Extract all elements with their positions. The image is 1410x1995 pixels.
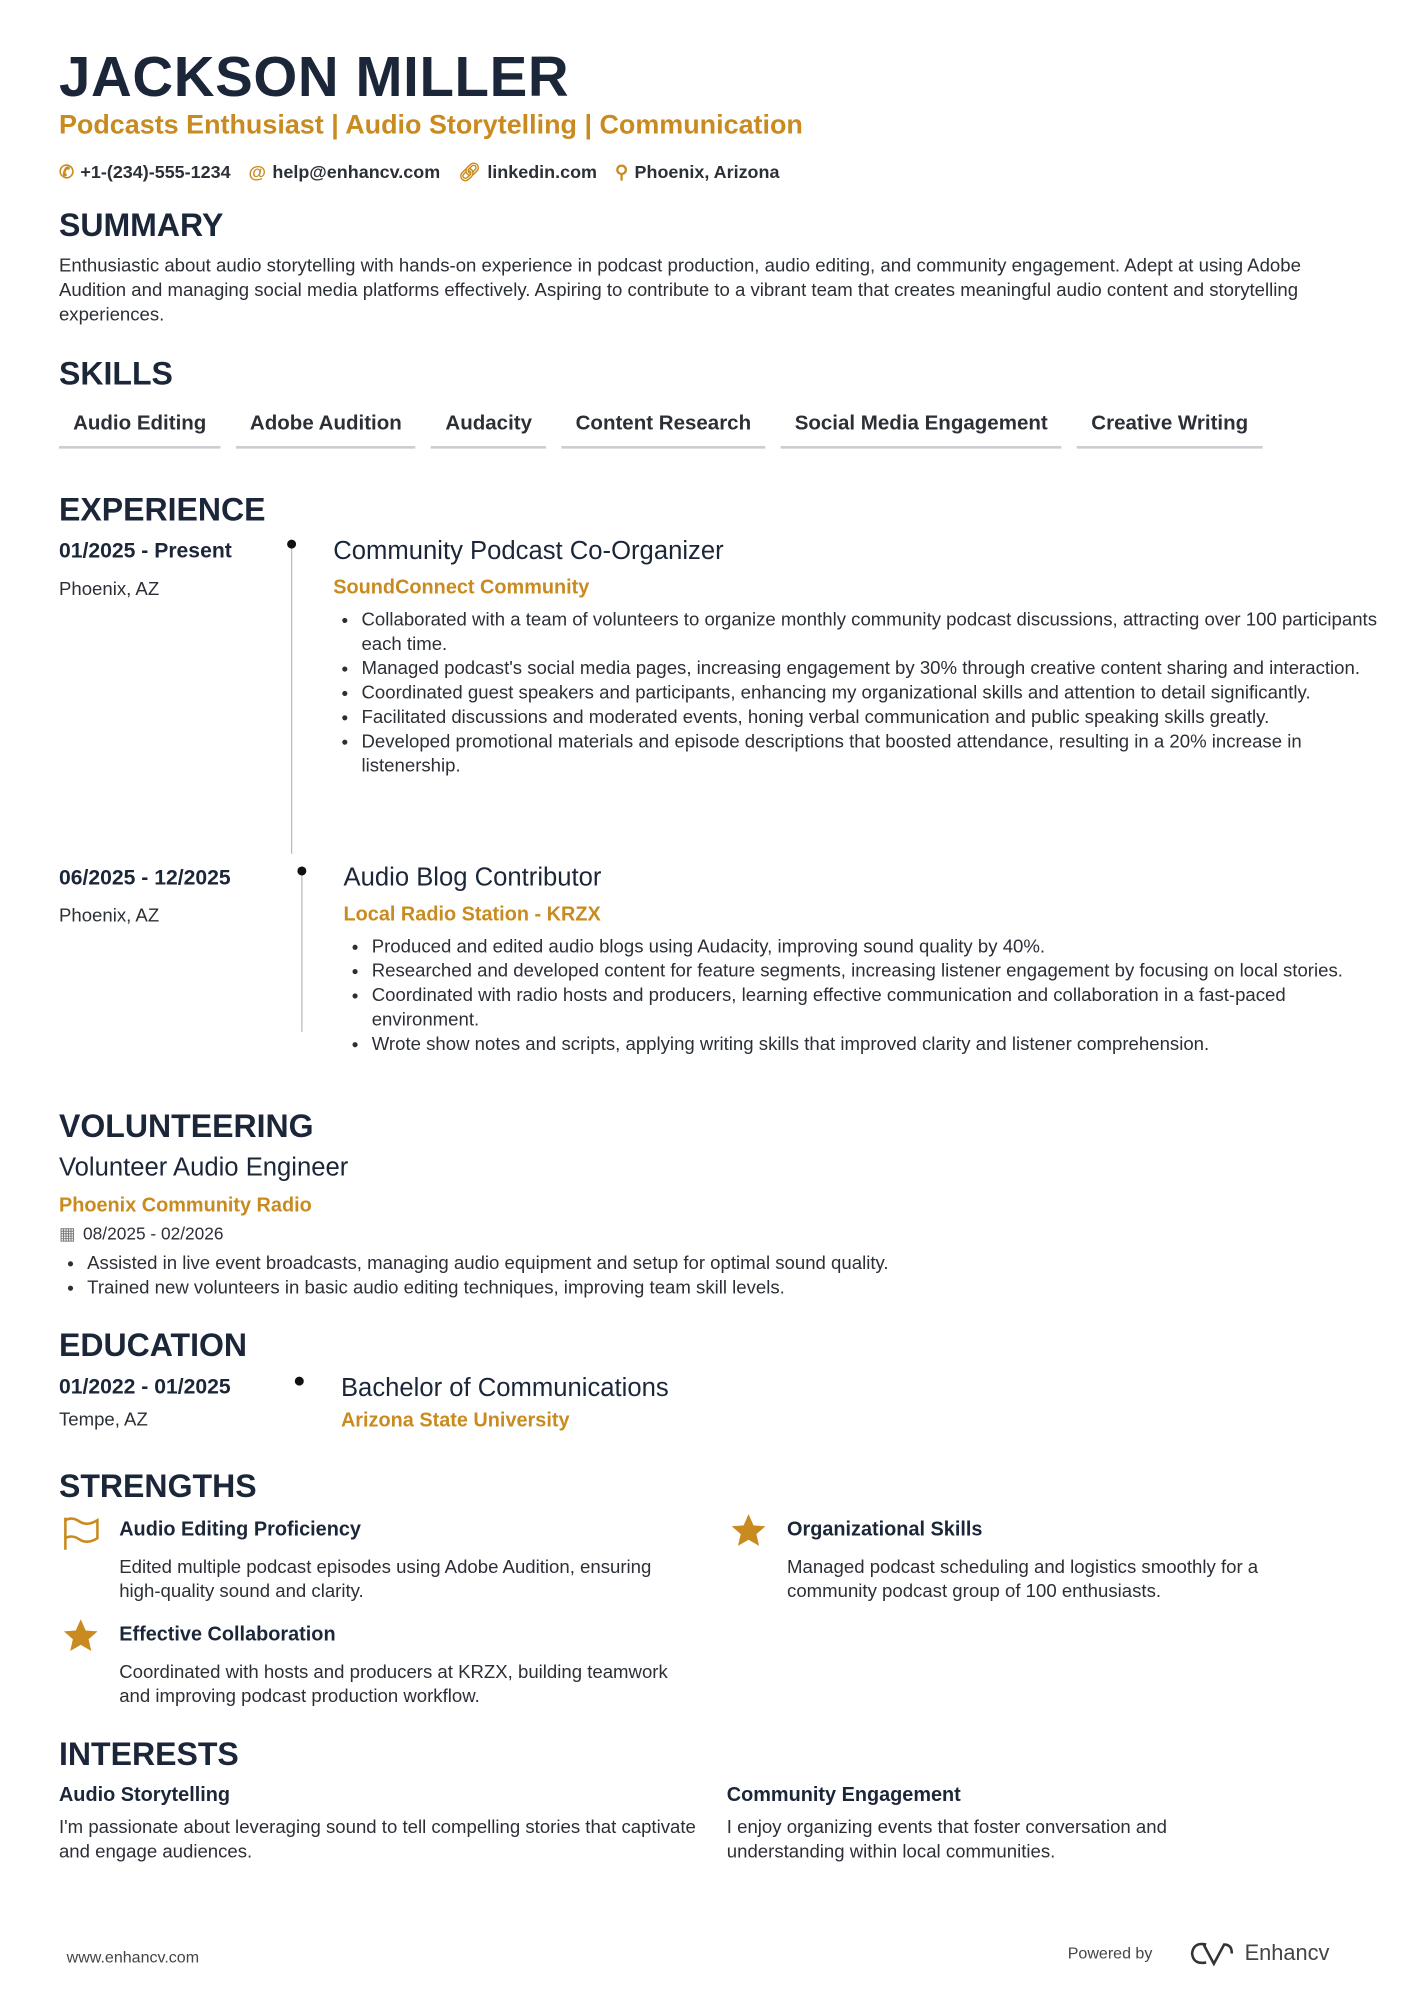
bullet: • Facilitated discussions and moderated events, honing verbal communication and public speaking skills greatly. xyxy=(361,706,1393,730)
exp-bullets xyxy=(344,936,1385,1058)
summary-heading: SUMMARY xyxy=(58,207,224,244)
skill-tag: Audacity xyxy=(431,413,546,449)
interest-title: Community Engagement xyxy=(726,1784,961,1807)
skill-tag: Social Media Engagement xyxy=(781,413,1062,449)
timeline-line xyxy=(301,875,302,1031)
exp-bullets xyxy=(333,609,1393,779)
timeline-dot xyxy=(287,540,296,549)
edu-school: Arizona State University xyxy=(340,1409,570,1432)
star-icon xyxy=(60,1618,101,1663)
timeline-dot xyxy=(295,1377,304,1386)
link-icon: 🔗︎ xyxy=(458,161,481,183)
bullet: • Trained new volunteers in basic audio editing techniques, improving team skill levels. xyxy=(87,1277,1369,1301)
edu-degree: Bachelor of Communications xyxy=(340,1374,669,1403)
star-icon xyxy=(728,1513,769,1558)
flag-icon xyxy=(62,1515,100,1557)
interest-title: Audio Storytelling xyxy=(58,1784,231,1807)
strengths-heading: STRENGTHS xyxy=(58,1468,257,1505)
skills-list xyxy=(59,413,1262,449)
exp-dates: 01/2025 - Present xyxy=(58,539,232,563)
exp-location: Phoenix, AZ xyxy=(58,906,160,927)
exp-title: Community Podcast Co-Organizer xyxy=(333,537,724,566)
skills-heading: SKILLS xyxy=(58,356,173,393)
summary-text: Enthusiastic about audio storytelling with hands-on experience in podcast production, audio editing, and community engagement. Adept at using Adobe Audition and managing social media platforms effectively. Aspiring to contribute to a vibrant team that creates meaningful audio content and storytelling experiences. xyxy=(58,256,1301,326)
strength-text: Coordinated with hosts and producers at KRZX, building teamwork and improving podcast production workflow. xyxy=(119,1662,668,1708)
skill-tag: Creative Writing xyxy=(1077,413,1262,449)
exp-location: Phoenix, AZ xyxy=(58,579,160,600)
bullet: • Produced and edited audio blogs using Audacity, improving sound quality by 40%. xyxy=(372,936,1385,960)
interest-text: I'm passionate about leveraging sound to tell compelling stories that captivate and engage audiences. xyxy=(58,1817,696,1863)
skill-tag: Content Research xyxy=(562,413,766,449)
bullet: • Coordinated guest speakers and participants, enhancing my organizational skills and attention to detail significantly. xyxy=(361,682,1393,706)
vol-org: Phoenix Community Radio xyxy=(58,1194,312,1217)
interests-heading: INTERESTS xyxy=(58,1736,239,1773)
contact-bar xyxy=(59,162,779,184)
candidate-name: JACKSON MILLER xyxy=(58,46,570,109)
strength-title: Audio Editing Proficiency xyxy=(119,1518,361,1541)
skill-tag: Audio Editing xyxy=(59,413,220,449)
bullet: • Managed podcast's social media pages, increasing engagement by 30% through creative content sharing and interaction. xyxy=(361,658,1393,682)
vol-bullets xyxy=(59,1252,1369,1301)
timeline-dot xyxy=(297,866,306,875)
strength-title: Organizational Skills xyxy=(787,1518,983,1541)
interest-text: I enjoy organizing events that foster conversation and understanding within local communities. xyxy=(726,1817,1167,1863)
enhancv-logo[interactable]: Enhancv xyxy=(1188,1939,1329,1967)
strength-text: Managed podcast scheduling and logistics smoothly for a community podcast group of 100 enthusiasts. xyxy=(787,1557,1259,1603)
vol-title: Volunteer Audio Engineer xyxy=(58,1153,349,1182)
bullet: • Wrote show notes and scripts, applying writing skills that improved clarity and listener comprehension. xyxy=(372,1033,1385,1057)
education-heading: EDUCATION xyxy=(58,1327,248,1364)
contact-email[interactable]: @ help@enhancv.com xyxy=(248,161,441,183)
bullet: • Assisted in live event broadcasts, managing audio equipment and setup for optimal sound quality. xyxy=(87,1252,1369,1276)
at-icon: @ xyxy=(248,161,267,183)
calendar-icon: ▦ xyxy=(58,1224,76,1244)
exp-dates: 06/2025 - 12/2025 xyxy=(58,866,231,890)
volunteering-heading: VOLUNTEERING xyxy=(58,1108,314,1145)
timeline-line xyxy=(291,549,292,854)
bullet: • Researched and developed content for feature segments, increasing listener engagement by focusing on local stories. xyxy=(372,960,1385,984)
exp-title: Audio Blog Contributor xyxy=(343,863,602,893)
enhancv-logo-icon xyxy=(1188,1939,1237,1967)
footer-website[interactable]: www.enhancv.com xyxy=(66,1948,200,1967)
contact-location: ⚲ Phoenix, Arizona xyxy=(614,161,780,183)
experience-heading: EXPERIENCE xyxy=(58,492,266,529)
phone-icon: ✆ xyxy=(58,161,75,183)
bullet: • Collaborated with a team of volunteers to organize monthly community podcast discussions, attracting over 100 participants each time. xyxy=(361,609,1393,658)
skill-tag: Adobe Audition xyxy=(236,413,416,449)
headline: Podcasts Enthusiast | Audio Storytelling | Communication xyxy=(58,110,803,140)
bullet: • Developed promotional materials and episode descriptions that boosted attendance, resulting in a 20% increase in listenership. xyxy=(361,731,1393,780)
exp-company: Local Radio Station - KRZX xyxy=(343,903,601,926)
contact-phone[interactable]: ✆ +1-(234)-555-1234 xyxy=(58,161,231,183)
edu-location: Tempe, AZ xyxy=(58,1409,148,1431)
location-pin-icon: ⚲ xyxy=(614,161,629,183)
edu-dates: 01/2022 - 01/2025 xyxy=(58,1375,231,1399)
powered-by-label: Powered by xyxy=(1067,1944,1153,1963)
bullet: • Coordinated with radio hosts and producers, learning effective communication and collaboration in a fast-paced environment. xyxy=(372,984,1385,1033)
strength-text: Edited multiple podcast episodes using Adobe Audition, ensuring high-quality sound and clarity. xyxy=(119,1557,652,1603)
vol-dates: ▦ 08/2025 - 02/2026 xyxy=(58,1224,224,1244)
strength-title: Effective Collaboration xyxy=(119,1624,336,1646)
exp-company: SoundConnect Community xyxy=(333,576,590,599)
contact-linkedin[interactable]: 🔗︎ linkedin.com xyxy=(458,161,598,183)
